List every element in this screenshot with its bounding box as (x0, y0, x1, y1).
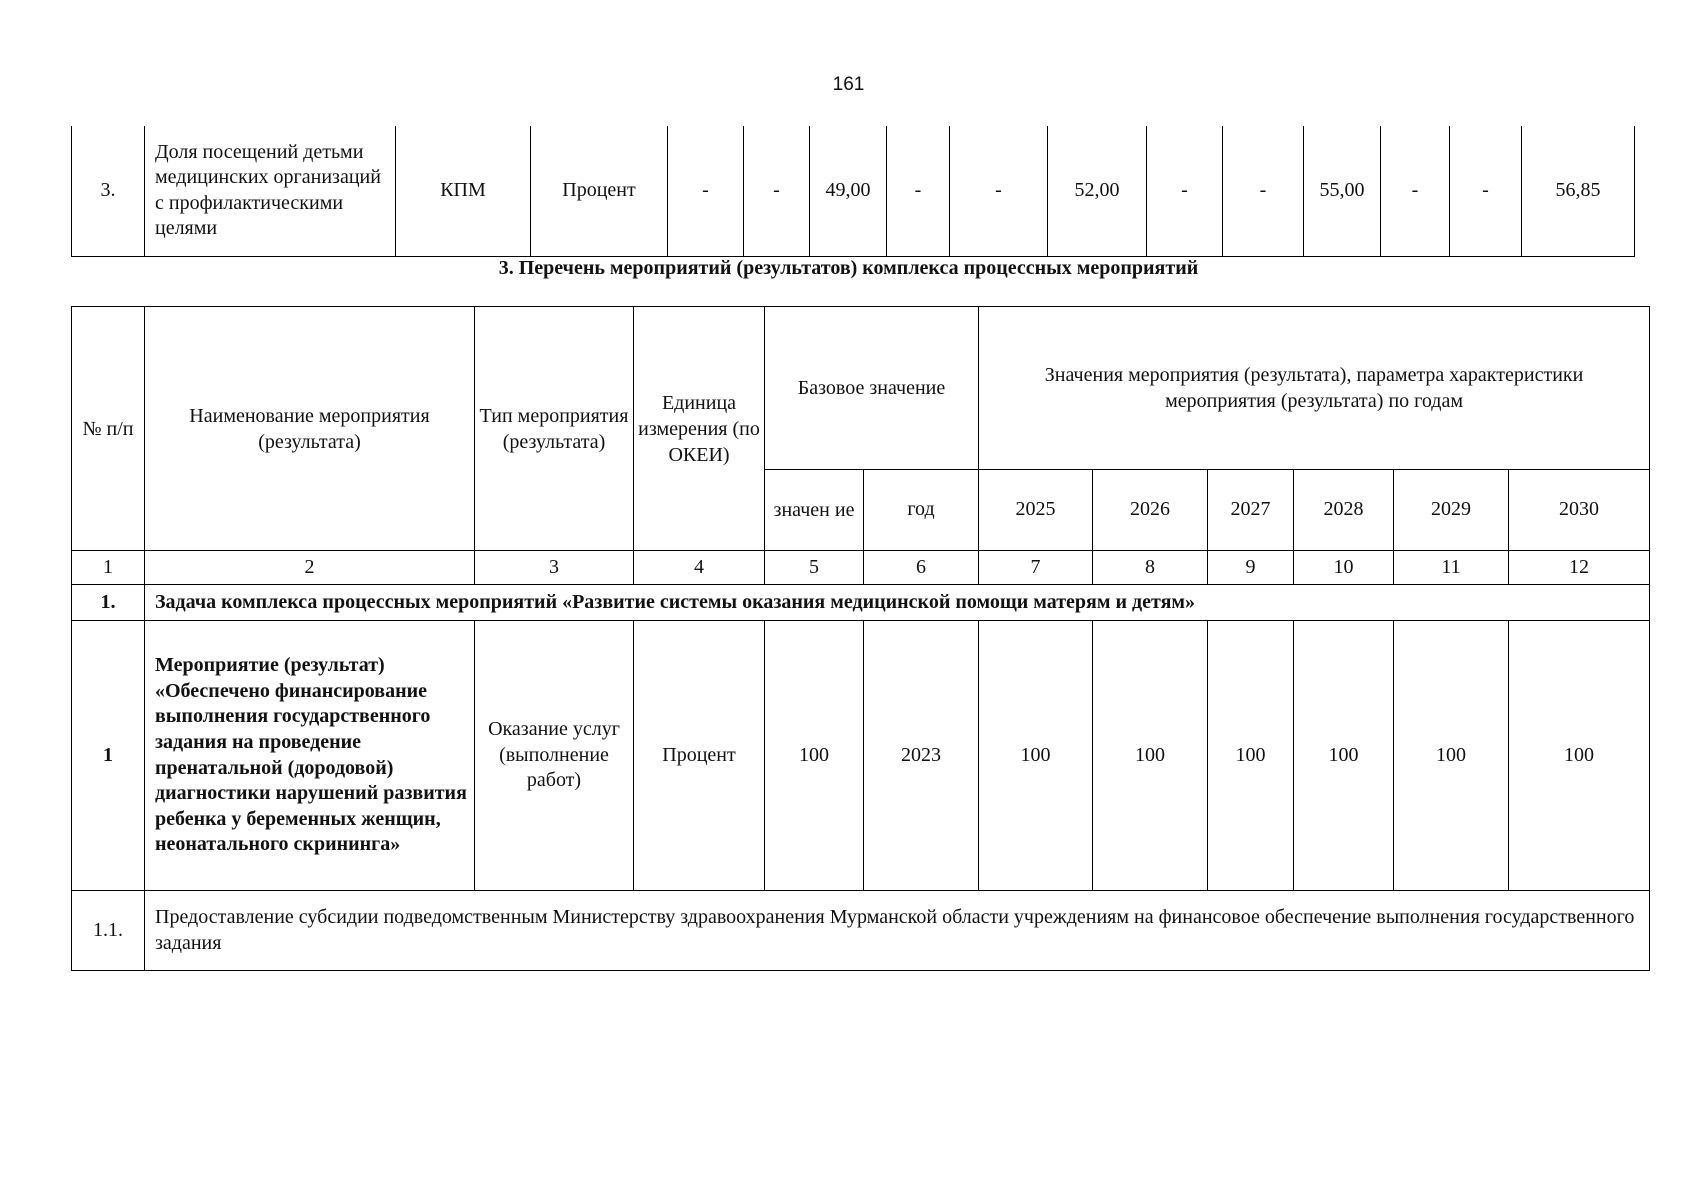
column-number: 8 (1093, 551, 1208, 585)
event-value: 100 (1294, 621, 1394, 891)
header-year: 2030 (1509, 470, 1650, 551)
event-name: Мероприятие (результат) «Обеспечено финансирование выполнения государственного задания на проведение пренатальной (дородовой) диагностики нарушений развития ребенка у беременных женщин, неонатального скрининга» (145, 621, 475, 891)
header-base-value: значен ие (765, 470, 864, 551)
top-row-value: - (1223, 126, 1304, 256)
event-type: Оказание услуг (выполнение работ) (475, 621, 634, 891)
subevent-text: Предоставление субсидии подведомственным Министерству здравоохранения Мурманской области учреждениям на финансовое обеспечение выполнения государственного задания (145, 891, 1650, 971)
top-row-value: 56,85 (1522, 126, 1635, 256)
indicator-table-continuation (71, 126, 1635, 257)
top-row-value: - (668, 126, 744, 256)
event-number: 1 (72, 621, 145, 891)
task-number: 1. (72, 585, 145, 621)
subevent-number: 1.1. (72, 891, 145, 971)
top-row-unit: Процент (531, 126, 668, 256)
header-number: № п/п (72, 307, 145, 551)
event-value: 100 (1394, 621, 1509, 891)
column-number: 2 (145, 551, 475, 585)
header-year: 2028 (1294, 470, 1394, 551)
column-number: 4 (634, 551, 765, 585)
column-number: 5 (765, 551, 864, 585)
top-row-value: 52,00 (1048, 126, 1147, 256)
top-row-number: 3. (72, 126, 145, 256)
top-row-value: - (1450, 126, 1522, 256)
header-name: Наименование мероприятия (результата) (145, 307, 475, 551)
event-unit: Процент (634, 621, 765, 891)
page-number: 161 (832, 74, 865, 95)
section-title: 3. Перечень мероприятий (результатов) комплекса процессных мероприятий (498, 257, 1199, 279)
top-row-value: 55,00 (1304, 126, 1381, 256)
header-year: 2026 (1093, 470, 1208, 551)
event-value: 100 (1093, 621, 1208, 891)
event-value: 100 (1509, 621, 1650, 891)
top-row-name: Доля посещений детьми медицинских организаций с профилактическими целями (145, 126, 396, 256)
header-year: 2029 (1394, 470, 1509, 551)
header-unit: Единица измерения (по ОКЕИ) (634, 307, 765, 551)
top-row-level: КПМ (396, 126, 531, 256)
column-number: 1 (72, 551, 145, 585)
column-number: 9 (1208, 551, 1294, 585)
header-years-title: Значения мероприятия (результата), параметра характеристики мероприятия (результата) по годам (979, 307, 1650, 470)
column-number: 10 (1294, 551, 1394, 585)
header-year: 2025 (979, 470, 1093, 551)
column-number: 12 (1509, 551, 1650, 585)
column-number: 6 (864, 551, 979, 585)
top-row-value: - (1147, 126, 1223, 256)
column-number: 7 (979, 551, 1093, 585)
event-base-year: 2023 (864, 621, 979, 891)
header-base-year: год (864, 470, 979, 551)
events-table (71, 306, 1650, 971)
header-base: Базовое значение (765, 307, 979, 470)
top-row-value: - (1381, 126, 1450, 256)
event-value: 100 (1208, 621, 1294, 891)
task-text: Задача комплекса процессных мероприятий «Развитие системы оказания медицинской помощи матерям и детям» (145, 585, 1650, 621)
header-year: 2027 (1208, 470, 1294, 551)
header-type: Тип мероприятия (результата) (475, 307, 634, 551)
column-number: 3 (475, 551, 634, 585)
event-value: 100 (979, 621, 1093, 891)
top-row-value: - (950, 126, 1048, 256)
event-base-value: 100 (765, 621, 864, 891)
top-row-value: - (744, 126, 810, 256)
top-row-value: - (887, 126, 950, 256)
column-number: 11 (1394, 551, 1509, 585)
top-row-value: 49,00 (810, 126, 887, 256)
